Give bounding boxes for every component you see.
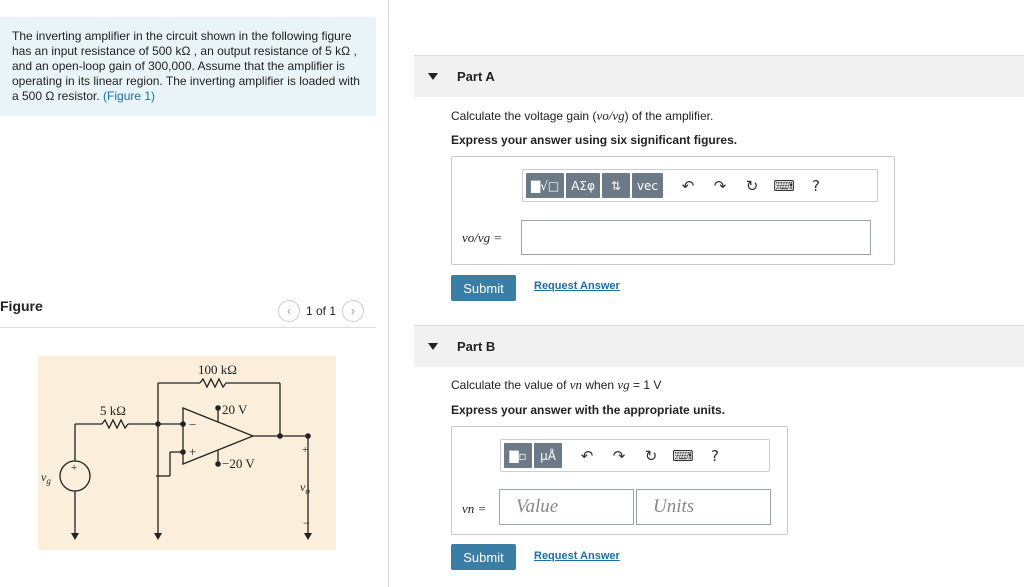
greek-symbols-button[interactable]: ΑΣφ: [566, 173, 600, 198]
units-placeholder: Units: [653, 496, 695, 517]
reset-icon[interactable]: ↻: [745, 176, 759, 195]
units-input[interactable]: [636, 489, 771, 525]
part-b-math-toolbar: [500, 439, 770, 472]
vector-button[interactable]: vec: [632, 173, 663, 198]
output-label: $v_o$: [300, 480, 310, 496]
part-b-title: Part B: [457, 339, 496, 354]
right-panel: [414, 0, 1024, 587]
templates-button[interactable]: ▇▫: [504, 443, 532, 468]
part-a-math-toolbar: [522, 169, 878, 202]
opamp-plus-label: +: [189, 444, 197, 459]
help-icon[interactable]: ?: [711, 446, 719, 465]
part-a-question: Calculate the voltage gain (vo/vg) of the amplifier.: [451, 108, 714, 123]
keyboard-icon[interactable]: ⌨: [773, 176, 795, 195]
value-placeholder: Value: [516, 496, 559, 517]
figure-divider: [0, 327, 376, 328]
circuit-figure: [38, 356, 336, 550]
part-b-instruction: Express your answer with the appropriate units.: [451, 403, 726, 417]
problem-statement: [0, 17, 376, 116]
part-a-instruction: Express your answer using six significant figures.: [451, 133, 738, 147]
chevron-right-icon[interactable]: ›: [342, 300, 364, 322]
circuit-diagram: [38, 356, 336, 550]
negative-supply-label: −20 V: [222, 456, 255, 471]
part-a-header[interactable]: [414, 55, 1024, 97]
units-button[interactable]: μÅ: [534, 443, 562, 468]
part-a-request-answer-link[interactable]: Request Answer: [534, 280, 620, 292]
chevron-left-icon[interactable]: ‹: [278, 300, 300, 322]
left-panel: [0, 0, 389, 587]
templates-button[interactable]: ▇√□: [526, 173, 564, 198]
part-a-answer-box: [451, 156, 895, 265]
problem-text: The inverting amplifier in the circuit shown in the following figure has an input resistance of 500 kΩ , an output resistance of 5 kΩ , and an open-loop gain of 300,000. Assume that the amplifier is operating in its linear region. The inverting amplifier is loaded with a 500 Ω resistor.: [12, 29, 360, 103]
value-input[interactable]: [499, 489, 634, 525]
positive-supply-label: 20 V: [222, 402, 248, 417]
help-icon[interactable]: ?: [812, 176, 821, 195]
part-b-submit-button[interactable]: Submit: [451, 544, 516, 570]
source-label: $v_g$: [41, 470, 51, 486]
part-b-question: Calculate the value of vn when vg = 1 V: [451, 377, 662, 392]
opamp-minus-label: −: [189, 417, 197, 432]
figure-heading: Figure: [0, 298, 43, 314]
part-b-header[interactable]: [414, 325, 1024, 367]
undo-icon[interactable]: ↶: [580, 446, 594, 465]
figure-pager: [278, 300, 364, 322]
part-a-submit-button[interactable]: Submit: [451, 275, 516, 301]
reset-icon[interactable]: ↻: [644, 446, 658, 465]
keyboard-icon[interactable]: ⌨: [672, 446, 694, 465]
output-minus-label: −: [303, 516, 310, 530]
input-resistor-label: 5 kΩ: [100, 403, 126, 418]
part-a-title: Part A: [457, 69, 495, 84]
redo-icon[interactable]: ↷: [713, 176, 727, 195]
part-a-answer-input[interactable]: [521, 220, 871, 255]
figure-link[interactable]: (Figure 1): [103, 89, 156, 103]
collapse-triangle-icon[interactable]: [428, 343, 438, 350]
source-plus-label: +: [71, 462, 78, 474]
collapse-triangle-icon[interactable]: [428, 73, 438, 80]
part-b-answer-box: [451, 426, 788, 535]
part-b-answer-label: vn =: [462, 501, 487, 516]
feedback-resistor-label: 100 kΩ: [198, 362, 237, 377]
subscript-button[interactable]: ⇅: [602, 173, 630, 198]
part-a-answer-label: vo/vg =: [462, 230, 503, 245]
redo-icon[interactable]: ↷: [612, 446, 626, 465]
part-b-request-answer-link[interactable]: Request Answer: [534, 550, 620, 562]
output-plus-label: +: [302, 444, 309, 456]
figure-page-count: 1 of 1: [306, 304, 337, 318]
undo-icon[interactable]: ↶: [681, 176, 695, 195]
